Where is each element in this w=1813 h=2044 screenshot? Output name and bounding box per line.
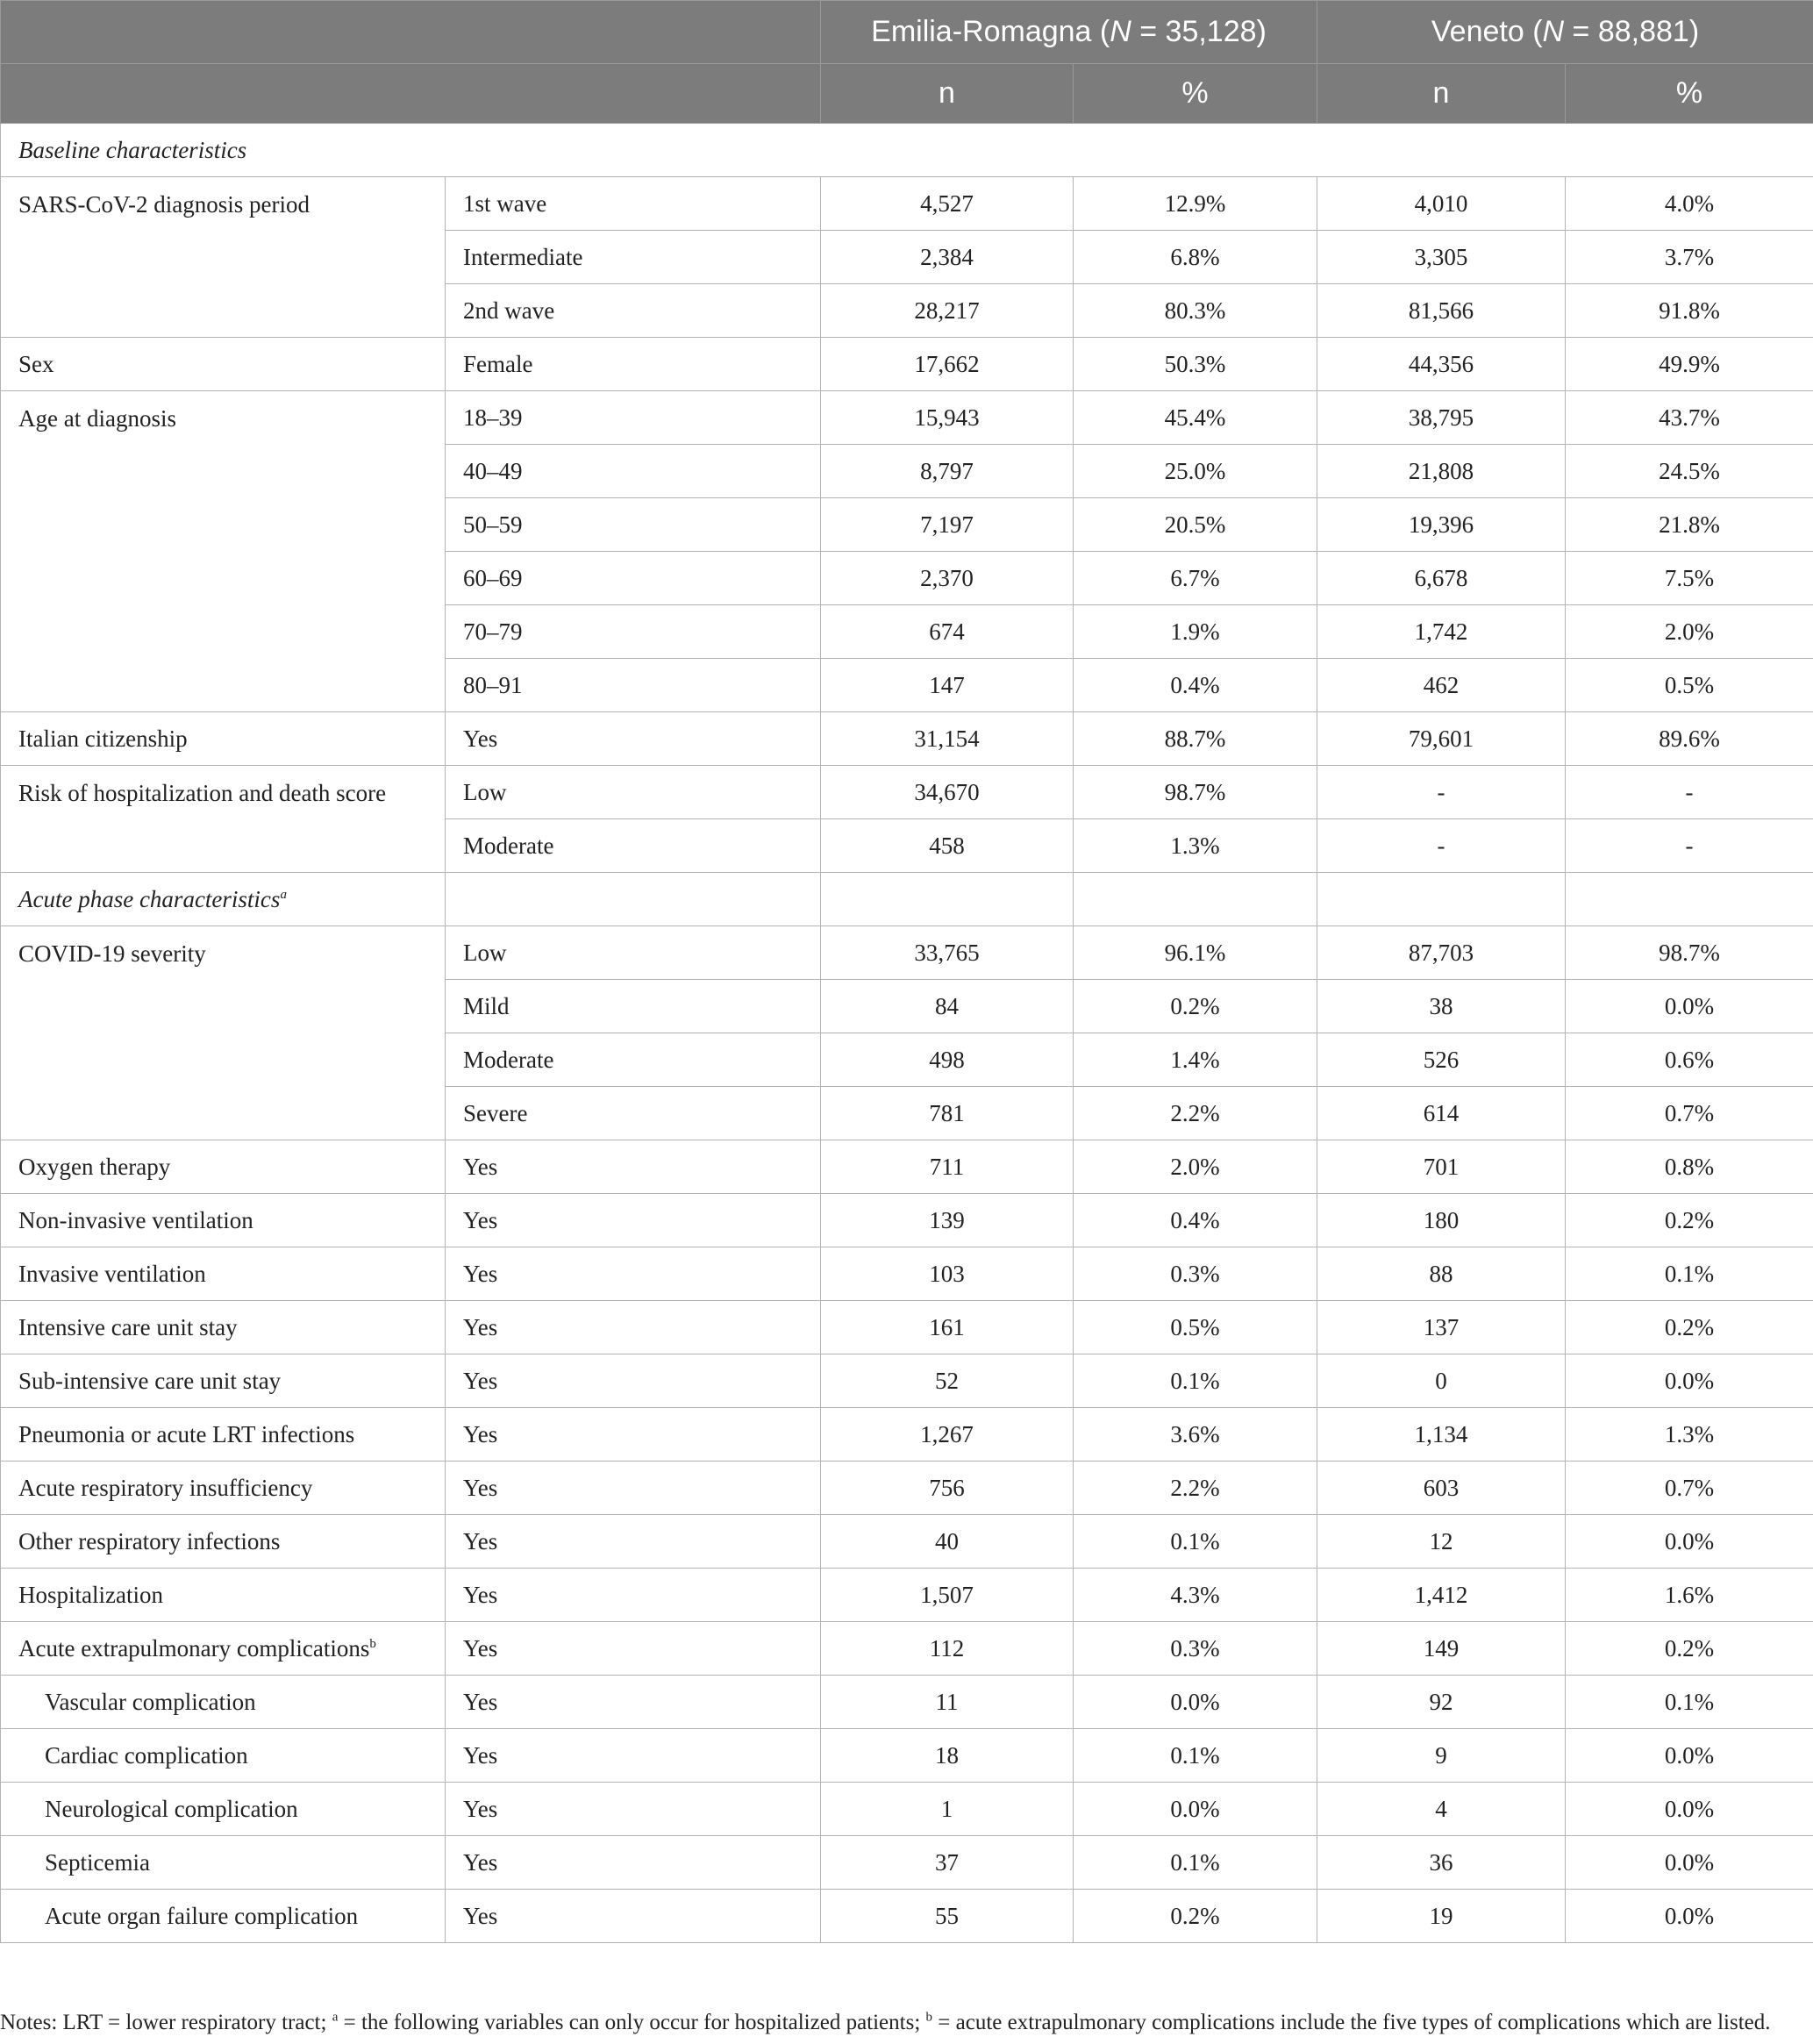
header-ve-n-value: = 88,881) [1564, 15, 1700, 48]
section-empty-cell [446, 873, 821, 926]
table-row [1, 1140, 1813, 1194]
row-ve-pct: 98.7% [1566, 926, 1813, 980]
row-category: Moderate [446, 1033, 821, 1087]
row-er-pct: 0.1% [1074, 1836, 1317, 1890]
row-ve-pct: - [1566, 766, 1813, 819]
row-ve-pct: 7.5% [1566, 552, 1813, 605]
table-notes [0, 2011, 1771, 2035]
row-variable: Septicemia [1, 1836, 446, 1890]
table-row [1, 1301, 1813, 1354]
table-row [1, 766, 1813, 819]
row-ve-pct: 0.0% [1566, 1515, 1813, 1569]
row-ve-pct: 0.8% [1566, 1140, 1813, 1194]
row-er-pct: 1.4% [1074, 1033, 1317, 1087]
table-row [1, 1247, 1813, 1301]
row-ve-n: 21,808 [1317, 445, 1566, 498]
row-category: 70–79 [446, 605, 821, 659]
row-category: Yes [446, 1408, 821, 1462]
row-er-pct: 45.4% [1074, 391, 1317, 445]
row-er-pct: 0.1% [1074, 1729, 1317, 1783]
row-ve-n: 88 [1317, 1247, 1566, 1301]
row-ve-pct: 0.1% [1566, 1247, 1813, 1301]
table-header [1, 1, 1813, 124]
row-ve-pct: 24.5% [1566, 445, 1813, 498]
row-ve-n: 526 [1317, 1033, 1566, 1087]
header-er-n-value: = 35,128) [1131, 15, 1267, 48]
row-er-n: 112 [821, 1622, 1074, 1676]
subheader-ve-pct: % [1566, 64, 1813, 124]
row-variable-text: Acute extrapulmonary complications [18, 1634, 370, 1662]
table-row [1, 1462, 1813, 1515]
row-er-n: 4,527 [821, 177, 1074, 231]
row-er-pct: 2.0% [1074, 1140, 1317, 1194]
row-category: Mild [446, 980, 821, 1033]
row-ve-n: 44,356 [1317, 338, 1566, 391]
row-er-pct: 0.3% [1074, 1622, 1317, 1676]
section-empty-cell [1317, 873, 1566, 926]
row-ve-n: 701 [1317, 1140, 1566, 1194]
table-row [1, 1354, 1813, 1408]
row-er-n: 8,797 [821, 445, 1074, 498]
row-ve-pct: 0.6% [1566, 1033, 1813, 1087]
row-er-n: 37 [821, 1836, 1074, 1890]
header-ve-region: Veneto ( [1431, 15, 1543, 48]
notes-part-3: = acute extrapulmonary complications include the five types of complications which are listed. [932, 2011, 1771, 2034]
table-row [1, 1515, 1813, 1569]
row-er-n: 11 [821, 1676, 1074, 1729]
section-label-acute [1, 873, 446, 926]
row-er-n: 147 [821, 659, 1074, 712]
row-ve-pct: 0.0% [1566, 1836, 1813, 1890]
row-er-pct: 98.7% [1074, 766, 1317, 819]
row-variable: Age at diagnosis [1, 391, 446, 712]
row-er-pct: 0.0% [1074, 1783, 1317, 1836]
row-category: Yes [446, 1515, 821, 1569]
row-er-pct: 6.8% [1074, 231, 1317, 284]
table-row [1, 1729, 1813, 1783]
row-er-n: 40 [821, 1515, 1074, 1569]
row-er-n: 31,154 [821, 712, 1074, 766]
row-ve-pct: 0.0% [1566, 1783, 1813, 1836]
subheader-er-pct: % [1074, 64, 1317, 124]
subheader-ve-n: n [1317, 64, 1566, 124]
row-variable: Intensive care unit stay [1, 1301, 446, 1354]
row-variable: Hospitalization [1, 1569, 446, 1622]
table-row [1, 712, 1813, 766]
row-ve-n: 92 [1317, 1676, 1566, 1729]
row-ve-pct: 0.7% [1566, 1462, 1813, 1515]
row-er-n: 781 [821, 1087, 1074, 1140]
row-ve-pct: 0.2% [1566, 1301, 1813, 1354]
row-er-pct: 0.1% [1074, 1515, 1317, 1569]
row-ve-n: - [1317, 819, 1566, 873]
row-er-n: 52 [821, 1354, 1074, 1408]
row-er-pct: 0.3% [1074, 1247, 1317, 1301]
header-er-n-label: N [1110, 15, 1131, 48]
row-ve-pct: 2.0% [1566, 605, 1813, 659]
row-ve-n: 1,412 [1317, 1569, 1566, 1622]
row-er-pct: 50.3% [1074, 338, 1317, 391]
row-er-n: 139 [821, 1194, 1074, 1247]
row-er-pct: 2.2% [1074, 1462, 1317, 1515]
table-row [1, 338, 1813, 391]
row-category: 1st wave [446, 177, 821, 231]
row-ve-pct: 0.0% [1566, 1729, 1813, 1783]
row-category: Moderate [446, 819, 821, 873]
row-er-n: 15,943 [821, 391, 1074, 445]
notes-part-2: = the following variables can only occur for hospitalized patients; [338, 2011, 926, 2034]
row-er-pct: 12.9% [1074, 177, 1317, 231]
row-ve-pct: 43.7% [1566, 391, 1813, 445]
section-row-baseline [1, 124, 1813, 177]
subheader-er-n: n [821, 64, 1074, 124]
row-er-pct: 0.2% [1074, 980, 1317, 1033]
row-category: Intermediate [446, 231, 821, 284]
row-category: 80–91 [446, 659, 821, 712]
row-er-n: 2,370 [821, 552, 1074, 605]
row-ve-pct: 21.8% [1566, 498, 1813, 552]
row-ve-n: 180 [1317, 1194, 1566, 1247]
section-acute-text: Acute phase characteristics [18, 885, 281, 912]
row-er-n: 84 [821, 980, 1074, 1033]
section-empty-cell [821, 873, 1074, 926]
row-ve-pct: 1.3% [1566, 1408, 1813, 1462]
row-er-pct: 96.1% [1074, 926, 1317, 980]
row-ve-n: 1,134 [1317, 1408, 1566, 1462]
row-category: 40–49 [446, 445, 821, 498]
row-er-n: 7,197 [821, 498, 1074, 552]
subheader-blank [1, 64, 821, 124]
row-er-pct: 0.5% [1074, 1301, 1317, 1354]
row-er-pct: 0.4% [1074, 659, 1317, 712]
row-variable: Italian citizenship [1, 712, 446, 766]
row-category: Yes [446, 1729, 821, 1783]
row-variable: Other respiratory infections [1, 1515, 446, 1569]
header-blank [1, 1, 821, 64]
row-ve-pct: 0.2% [1566, 1194, 1813, 1247]
row-er-pct: 6.7% [1074, 552, 1317, 605]
row-er-n: 33,765 [821, 926, 1074, 980]
table-row [1, 1194, 1813, 1247]
row-er-pct: 0.1% [1074, 1354, 1317, 1408]
row-er-n: 458 [821, 819, 1074, 873]
row-category: Yes [446, 1247, 821, 1301]
row-ve-n: 79,601 [1317, 712, 1566, 766]
row-er-n: 1,507 [821, 1569, 1074, 1622]
row-er-n: 756 [821, 1462, 1074, 1515]
row-ve-pct: 0.1% [1566, 1676, 1813, 1729]
row-er-pct: 3.6% [1074, 1408, 1317, 1462]
row-ve-n: 614 [1317, 1087, 1566, 1140]
row-category: Female [446, 338, 821, 391]
table-row [1, 1622, 1813, 1676]
row-er-n: 55 [821, 1890, 1074, 1943]
notes-footnote-mark-a: a [332, 2010, 339, 2025]
row-variable: SARS-CoV-2 diagnosis period [1, 177, 446, 338]
row-ve-n: 3,305 [1317, 231, 1566, 284]
row-er-n: 2,384 [821, 231, 1074, 284]
row-ve-pct: 0.0% [1566, 1890, 1813, 1943]
table-row [1, 1890, 1813, 1943]
notes-footnote-mark-b: b [925, 2010, 933, 2025]
row-ve-n: 0 [1317, 1354, 1566, 1408]
row-er-n: 1 [821, 1783, 1074, 1836]
row-ve-n: 19,396 [1317, 498, 1566, 552]
table-row [1, 1836, 1813, 1890]
row-category: Low [446, 926, 821, 980]
row-ve-n: 81,566 [1317, 284, 1566, 338]
row-er-n: 498 [821, 1033, 1074, 1087]
row-category: 60–69 [446, 552, 821, 605]
row-variable: Vascular complication [1, 1676, 446, 1729]
row-category: Yes [446, 1890, 821, 1943]
row-ve-n: 19 [1317, 1890, 1566, 1943]
row-er-n: 18 [821, 1729, 1074, 1783]
row-ve-pct: 89.6% [1566, 712, 1813, 766]
row-variable: Sex [1, 338, 446, 391]
row-ve-n: 4 [1317, 1783, 1566, 1836]
row-variable: Sub-intensive care unit stay [1, 1354, 446, 1408]
row-ve-pct: 0.5% [1566, 659, 1813, 712]
table-row [1, 177, 1813, 231]
row-category: Yes [446, 1194, 821, 1247]
table-row [1, 1783, 1813, 1836]
row-category: Yes [446, 1676, 821, 1729]
row-variable-footnote-mark: b [369, 1636, 376, 1651]
row-category: Yes [446, 1622, 821, 1676]
row-ve-n: 87,703 [1317, 926, 1566, 980]
header-er-region: Emilia-Romagna ( [871, 15, 1110, 48]
row-er-pct: 20.5% [1074, 498, 1317, 552]
row-category: Yes [446, 1783, 821, 1836]
row-er-pct: 25.0% [1074, 445, 1317, 498]
row-category: Yes [446, 1569, 821, 1622]
header-ve-n-label: N [1542, 15, 1565, 48]
row-ve-n: 12 [1317, 1515, 1566, 1569]
row-ve-pct: 0.7% [1566, 1087, 1813, 1140]
row-variable: Oxygen therapy [1, 1140, 446, 1194]
row-er-pct: 2.2% [1074, 1087, 1317, 1140]
row-category: 50–59 [446, 498, 821, 552]
row-ve-n: 6,678 [1317, 552, 1566, 605]
row-ve-n: 1,742 [1317, 605, 1566, 659]
row-category: 2nd wave [446, 284, 821, 338]
row-ve-pct: 91.8% [1566, 284, 1813, 338]
row-ve-pct: 0.0% [1566, 980, 1813, 1033]
row-er-pct: 4.3% [1074, 1569, 1317, 1622]
row-ve-pct: 49.9% [1566, 338, 1813, 391]
row-er-n: 711 [821, 1140, 1074, 1194]
row-category: Yes [446, 1354, 821, 1408]
row-er-n: 1,267 [821, 1408, 1074, 1462]
section-acute-footnote-mark: a [280, 887, 287, 902]
row-category: Yes [446, 1301, 821, 1354]
row-er-pct: 0.2% [1074, 1890, 1317, 1943]
row-ve-pct: 1.6% [1566, 1569, 1813, 1622]
row-variable [1, 1622, 446, 1676]
row-ve-pct: - [1566, 819, 1813, 873]
row-ve-n: 4,010 [1317, 177, 1566, 231]
row-ve-pct: 0.2% [1566, 1622, 1813, 1676]
row-er-n: 674 [821, 605, 1074, 659]
table-row [1, 1676, 1813, 1729]
row-variable: Acute organ failure complication [1, 1890, 446, 1943]
row-er-n: 161 [821, 1301, 1074, 1354]
table-row [1, 1408, 1813, 1462]
row-ve-pct: 4.0% [1566, 177, 1813, 231]
row-variable: COVID-19 severity [1, 926, 446, 1140]
row-er-n: 103 [821, 1247, 1074, 1301]
row-ve-n: 603 [1317, 1462, 1566, 1515]
section-label-baseline: Baseline characteristics [1, 124, 1813, 177]
row-ve-pct: 3.7% [1566, 231, 1813, 284]
header-veneto [1317, 1, 1813, 64]
row-ve-n: - [1317, 766, 1566, 819]
row-category: Yes [446, 1836, 821, 1890]
row-er-n: 17,662 [821, 338, 1074, 391]
row-category: Low [446, 766, 821, 819]
table-row [1, 1569, 1813, 1622]
row-ve-n: 36 [1317, 1836, 1566, 1890]
row-ve-pct: 0.0% [1566, 1354, 1813, 1408]
row-er-n: 28,217 [821, 284, 1074, 338]
row-variable: Risk of hospitalization and death score [1, 766, 446, 873]
row-ve-n: 149 [1317, 1622, 1566, 1676]
row-ve-n: 38,795 [1317, 391, 1566, 445]
row-er-pct: 0.0% [1074, 1676, 1317, 1729]
row-variable: Non-invasive ventilation [1, 1194, 446, 1247]
row-ve-n: 38 [1317, 980, 1566, 1033]
row-category: Yes [446, 712, 821, 766]
row-ve-n: 9 [1317, 1729, 1566, 1783]
table-row [1, 926, 1813, 980]
row-er-pct: 80.3% [1074, 284, 1317, 338]
section-row-acute [1, 873, 1813, 926]
table-body [1, 124, 1813, 1943]
row-category: Severe [446, 1087, 821, 1140]
row-er-pct: 1.3% [1074, 819, 1317, 873]
notes-part-1: Notes: LRT = lower respiratory tract; [0, 2011, 332, 2034]
row-er-pct: 88.7% [1074, 712, 1317, 766]
row-ve-n: 462 [1317, 659, 1566, 712]
section-empty-cell [1074, 873, 1317, 926]
header-emilia-romagna [821, 1, 1317, 64]
row-variable: Cardiac complication [1, 1729, 446, 1783]
table-row [1, 391, 1813, 445]
row-variable: Pneumonia or acute LRT infections [1, 1408, 446, 1462]
row-er-pct: 1.9% [1074, 605, 1317, 659]
row-er-pct: 0.4% [1074, 1194, 1317, 1247]
row-variable: Invasive ventilation [1, 1247, 446, 1301]
row-variable: Neurological complication [1, 1783, 446, 1836]
row-ve-n: 137 [1317, 1301, 1566, 1354]
section-empty-cell [1566, 873, 1813, 926]
row-category: Yes [446, 1462, 821, 1515]
row-category: 18–39 [446, 391, 821, 445]
row-category: Yes [446, 1140, 821, 1194]
row-variable: Acute respiratory insufficiency [1, 1462, 446, 1515]
row-er-n: 34,670 [821, 766, 1074, 819]
